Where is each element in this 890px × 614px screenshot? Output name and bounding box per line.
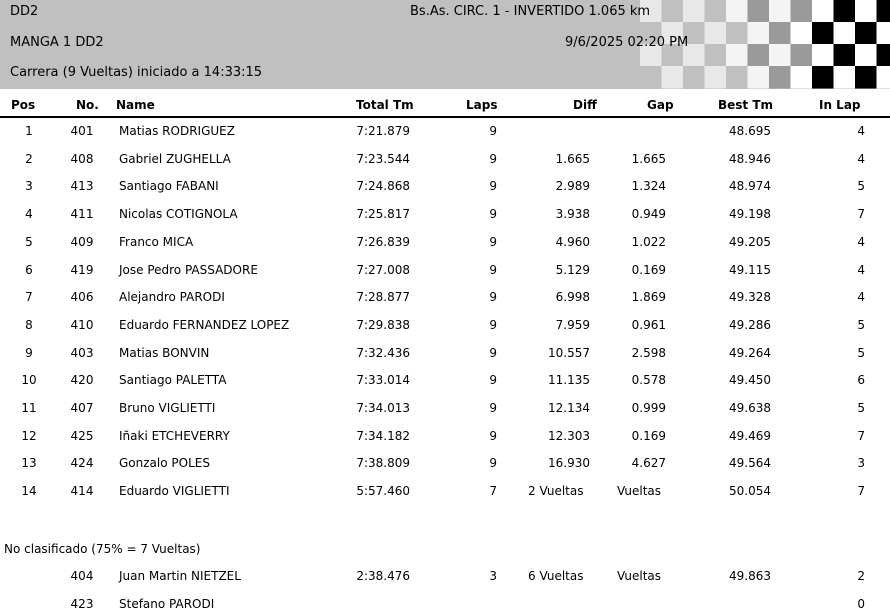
cell-driver-name: Santiago PALETTA: [119, 373, 227, 388]
col-header-no: No.: [76, 98, 99, 112]
cell-gap: 0.999: [631, 401, 666, 415]
cell-in-lap: 5: [857, 179, 865, 194]
cell-best-time: 49.328: [729, 290, 771, 305]
cell-in-lap: 4: [857, 234, 865, 249]
cell-in-lap: 5: [857, 317, 865, 332]
cell-driver-name: Matias BONVIN: [119, 345, 210, 360]
cell-driver-name: Santiago FABANI: [119, 179, 219, 194]
cell-best-time: 49.115: [729, 262, 771, 277]
cell-laps: 9: [489, 124, 497, 138]
cell-gap: 2.598: [631, 345, 666, 360]
cell-number: 409: [70, 234, 94, 249]
cell-best-time: 49.469: [729, 428, 771, 443]
cell-diff: 16.930: [548, 456, 590, 471]
col-header-inlap: In Lap: [819, 98, 861, 112]
col-header-diff: Diff: [573, 98, 597, 112]
cell-in-lap: 5: [857, 401, 865, 415]
cell-pos: 8: [25, 317, 33, 332]
cell-pos: 9: [25, 345, 33, 360]
cell-total-time: 7:27.008: [356, 262, 410, 277]
cell-best-time: 50.054: [729, 484, 771, 499]
results-header: [0, 0, 890, 89]
cell-total-time: 7:34.182: [356, 428, 410, 443]
cell-pos: 2: [25, 151, 33, 166]
cell-total-time: 7:26.839: [356, 234, 410, 249]
cell-number: 404: [70, 569, 94, 583]
cell-laps: 9: [489, 234, 497, 249]
cell-pos: 1: [25, 124, 33, 138]
cell-gap: 0.169: [631, 428, 666, 443]
cell-gap: 0.578: [631, 373, 666, 388]
cell-diff: 11.135: [548, 373, 590, 388]
cell-diff: 1.665: [555, 151, 590, 166]
cell-number: 406: [70, 290, 94, 305]
cell-in-lap: 2: [857, 569, 865, 583]
cell-best-time: 49.564: [729, 456, 771, 471]
race-info: Carrera (9 Vueltas) iniciado a 14:33:15: [10, 65, 263, 80]
cell-total-time: 7:29.838: [356, 317, 410, 332]
cell-in-lap: 6: [857, 373, 865, 388]
cell-in-lap: 7: [857, 207, 865, 222]
header-divider: [0, 116, 890, 118]
cell-number: 413: [70, 179, 94, 194]
cell-best-time: 49.264: [729, 345, 771, 360]
cell-in-lap: 5: [857, 345, 865, 360]
cell-diff: 3.938: [555, 207, 590, 222]
cell-pos: 4: [25, 207, 33, 222]
cell-diff: 7.959: [555, 317, 590, 332]
cell-number: 403: [70, 345, 94, 360]
cell-total-time: 5:57.460: [356, 484, 410, 499]
cell-number: 407: [70, 401, 94, 415]
col-header-pos: Pos: [11, 98, 36, 112]
cell-gap: 0.169: [631, 262, 666, 277]
cell-pos: 11: [21, 401, 37, 415]
cell-laps: 9: [489, 401, 497, 415]
col-header-laps: Laps: [466, 98, 498, 112]
session-datetime: 9/6/2025 02:20 PM: [565, 35, 689, 50]
cell-laps: 9: [489, 262, 497, 277]
cell-total-time: 7:38.809: [356, 456, 410, 471]
cell-in-lap: 4: [857, 124, 865, 138]
cell-driver-name: Gonzalo POLES: [119, 456, 210, 471]
cell-driver-name: Nicolas COTIGNOLA: [119, 207, 238, 222]
cell-driver-name: Gabriel ZUGHELLA: [119, 151, 231, 166]
cell-total-time: 7:34.013: [356, 401, 410, 415]
cell-diff: 6 Vueltas: [528, 569, 584, 583]
cell-diff: 2.989: [555, 179, 590, 194]
cell-total-time: 7:23.544: [356, 151, 410, 166]
cell-best-time: 49.638: [729, 401, 771, 415]
cell-total-time: 7:21.879: [356, 124, 410, 138]
cell-driver-name: Alejandro PARODI: [119, 290, 225, 305]
col-header-total: Total Tm: [356, 98, 414, 112]
cell-pos: 6: [25, 262, 33, 277]
cell-in-lap: 4: [857, 262, 865, 277]
cell-gap: 1.665: [631, 151, 666, 166]
series-name: DD2: [10, 4, 39, 19]
cell-best-time: 49.863: [729, 569, 771, 583]
cell-diff: 12.303: [548, 428, 590, 443]
cell-laps: 9: [489, 456, 497, 471]
cell-best-time: 48.974: [729, 179, 771, 194]
cell-gap: 0.949: [631, 207, 666, 222]
cell-number: 424: [70, 456, 94, 471]
cell-number: 423: [70, 596, 94, 611]
cell-laps: 9: [489, 207, 497, 222]
cell-total-time: 7:28.877: [356, 290, 410, 305]
cell-gap: 1.869: [631, 290, 666, 305]
cell-diff: 4.960: [555, 234, 590, 249]
cell-laps: 9: [489, 179, 497, 194]
cell-laps: 9: [489, 151, 497, 166]
cell-diff: 10.557: [548, 345, 590, 360]
cell-in-lap: 4: [857, 151, 865, 166]
col-header-best: Best Tm: [718, 98, 774, 112]
cell-number: 408: [70, 151, 94, 166]
cell-driver-name: Stefano PARODI: [119, 596, 215, 611]
cell-best-time: 48.946: [729, 151, 771, 166]
cell-number: 414: [70, 484, 94, 499]
cell-best-time: 49.286: [729, 317, 771, 332]
cell-laps: 9: [489, 373, 497, 388]
cell-best-time: 48.695: [729, 124, 771, 138]
cell-driver-name: Eduardo FERNANDEZ LOPEZ: [119, 317, 290, 332]
cell-total-time: 7:24.868: [356, 179, 410, 194]
cell-in-lap: 4: [857, 290, 865, 305]
cell-best-time: 49.205: [729, 234, 771, 249]
col-header-name: Name: [116, 98, 155, 112]
cell-number: 401: [70, 124, 94, 138]
cell-number: 420: [70, 373, 94, 388]
cell-driver-name: Juan Martin NIETZEL: [119, 569, 241, 583]
cell-gap: 1.324: [631, 179, 666, 194]
cell-in-lap: 7: [857, 484, 865, 499]
cell-diff: 12.134: [548, 401, 590, 415]
session-name: MANGA 1 DD2: [10, 35, 104, 50]
cell-number: 410: [70, 317, 94, 332]
cell-laps: 7: [489, 484, 497, 499]
cell-in-lap: 3: [857, 456, 865, 471]
cell-driver-name: Jose Pedro PASSADORE: [119, 262, 258, 277]
cell-total-time: 7:25.817: [356, 207, 410, 222]
cell-diff: 6.998: [555, 290, 590, 305]
cell-gap: Vueltas: [617, 569, 662, 583]
circuit-name: Bs.As. CIRC. 1 - INVERTIDO 1.065 km: [410, 4, 651, 19]
cell-total-time: 2:38.476: [356, 569, 410, 583]
cell-gap: 1.022: [631, 234, 666, 249]
cell-pos: 14: [21, 484, 37, 499]
not-classified-label: No clasificado (75% = 7 Vueltas): [4, 542, 201, 556]
cell-driver-name: Iñaki ETCHEVERRY: [119, 428, 230, 443]
cell-laps: 3: [489, 569, 497, 583]
cell-number: 425: [70, 428, 94, 443]
cell-gap: Vueltas: [617, 484, 662, 499]
cell-gap: 4.627: [631, 456, 666, 471]
cell-laps: 9: [489, 290, 497, 305]
cell-diff: 2 Vueltas: [528, 484, 584, 499]
col-header-gap: Gap: [647, 98, 674, 112]
cell-laps: 9: [489, 317, 497, 332]
cell-in-lap: 0: [857, 596, 865, 611]
cell-diff: 5.129: [555, 262, 590, 277]
cell-best-time: 49.450: [729, 373, 771, 388]
cell-number: 419: [70, 262, 94, 277]
cell-pos: 5: [25, 234, 33, 249]
cell-driver-name: Matias RODRIGUEZ: [119, 124, 235, 138]
cell-laps: 9: [489, 345, 497, 360]
cell-total-time: 7:32.436: [356, 345, 410, 360]
cell-total-time: 7:33.014: [356, 373, 410, 388]
cell-pos: 7: [25, 290, 33, 305]
cell-driver-name: Eduardo VIGLIETTI: [119, 484, 230, 499]
cell-gap: 0.961: [631, 317, 666, 332]
cell-in-lap: 7: [857, 428, 865, 443]
cell-pos: 12: [21, 428, 37, 443]
cell-number: 411: [70, 207, 94, 222]
cell-pos: 10: [21, 373, 37, 388]
cell-best-time: 49.198: [729, 207, 771, 222]
cell-driver-name: Franco MICA: [119, 234, 194, 249]
cell-driver-name: Bruno VIGLIETTI: [119, 401, 216, 415]
cell-pos: 3: [25, 179, 33, 194]
cell-pos: 13: [21, 456, 37, 471]
cell-laps: 9: [489, 428, 497, 443]
